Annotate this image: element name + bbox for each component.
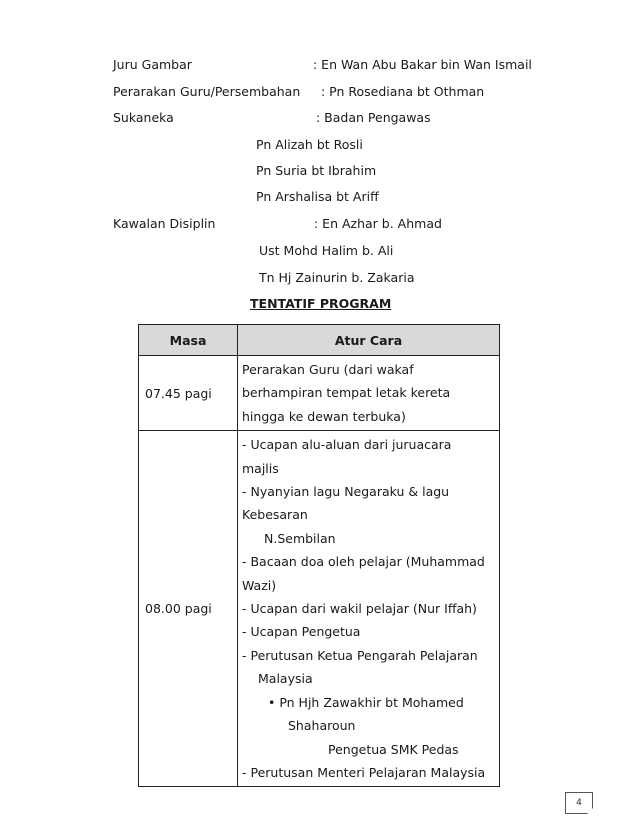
committee-value-sukaneka: : Badan Pengawas bbox=[316, 110, 431, 125]
agenda-line: - Perutusan Ketua Pengarah Pelajaran bbox=[242, 647, 478, 663]
row-agenda bbox=[238, 431, 500, 787]
agenda-line: majlis bbox=[242, 460, 279, 476]
committee-cont-suria: Pn Suria bt Ibrahim bbox=[256, 163, 377, 178]
committee-label-perarakan: Perarakan Guru/Persembahan bbox=[113, 84, 301, 99]
agenda-line: Malaysia bbox=[258, 671, 313, 687]
agenda-line: - Ucapan alu-aluan dari juruacara bbox=[242, 437, 452, 453]
agenda-bullet-line: • Pn Hjh Zawakhir bt Mohamed bbox=[268, 694, 464, 710]
program-title: TENTATIF PROGRAM bbox=[250, 296, 392, 311]
committee-cont-halim: Ust Mohd Halim b. Ali bbox=[259, 243, 394, 258]
committee-label-juru-gambar: Juru Gambar bbox=[113, 57, 192, 72]
header-masa: Masa bbox=[139, 325, 238, 356]
committee-label-sukaneka: Sukaneka bbox=[113, 110, 174, 125]
agenda-line: - Bacaan doa oleh pelajar (Muhammad bbox=[242, 554, 485, 570]
agenda-line: berhampiran tempat letak kereta bbox=[242, 385, 451, 401]
table-row bbox=[139, 431, 500, 787]
program-table bbox=[138, 324, 500, 787]
agenda-line: Perarakan Guru (dari wakaf bbox=[242, 362, 414, 377]
agenda-line: Pengetua SMK Pedas bbox=[328, 741, 459, 757]
committee-cont-alizah: Pn Alizah bt Rosli bbox=[256, 137, 363, 152]
agenda-line: - Ucapan dari wakil pelajar (Nur Iffah) bbox=[242, 601, 477, 617]
agenda-line: Wazi) bbox=[242, 577, 277, 593]
row-time: 07.45 pagi bbox=[139, 356, 238, 431]
committee-value-perarakan: : Pn Rosediana bt Othman bbox=[321, 84, 485, 99]
row-agenda bbox=[238, 356, 500, 431]
agenda-line: Kebesaran bbox=[242, 507, 308, 523]
table-header-row bbox=[139, 325, 500, 356]
committee-value-kawalan: : En Azhar b. Ahmad bbox=[314, 216, 442, 231]
agenda-line: - Perutusan Menteri Pelajaran Malaysia bbox=[242, 764, 486, 780]
table-row bbox=[139, 356, 500, 431]
committee-label-kawalan: Kawalan Disiplin bbox=[113, 216, 216, 231]
committee-value-juru-gambar: : En Wan Abu Bakar bin Wan Ismail bbox=[313, 57, 532, 72]
agenda-line: - Ucapan Pengetua bbox=[242, 624, 361, 640]
committee-cont-zainurin: Tn Hj Zainurin b. Zakaria bbox=[259, 270, 415, 285]
header-atur-cara: Atur Cara bbox=[238, 325, 500, 356]
agenda-line: Shaharoun bbox=[288, 718, 356, 734]
page-number: 4 bbox=[565, 792, 593, 814]
agenda-line: hingga ke dewan terbuka) bbox=[242, 408, 406, 424]
row-time: 08.00 pagi bbox=[139, 431, 238, 787]
committee-cont-arshalisa: Pn Arshalisa bt Ariff bbox=[256, 189, 379, 204]
agenda-line: - Nyanyian lagu Negaraku & lagu bbox=[242, 484, 450, 500]
agenda-line: N.Sembilan bbox=[264, 530, 336, 546]
